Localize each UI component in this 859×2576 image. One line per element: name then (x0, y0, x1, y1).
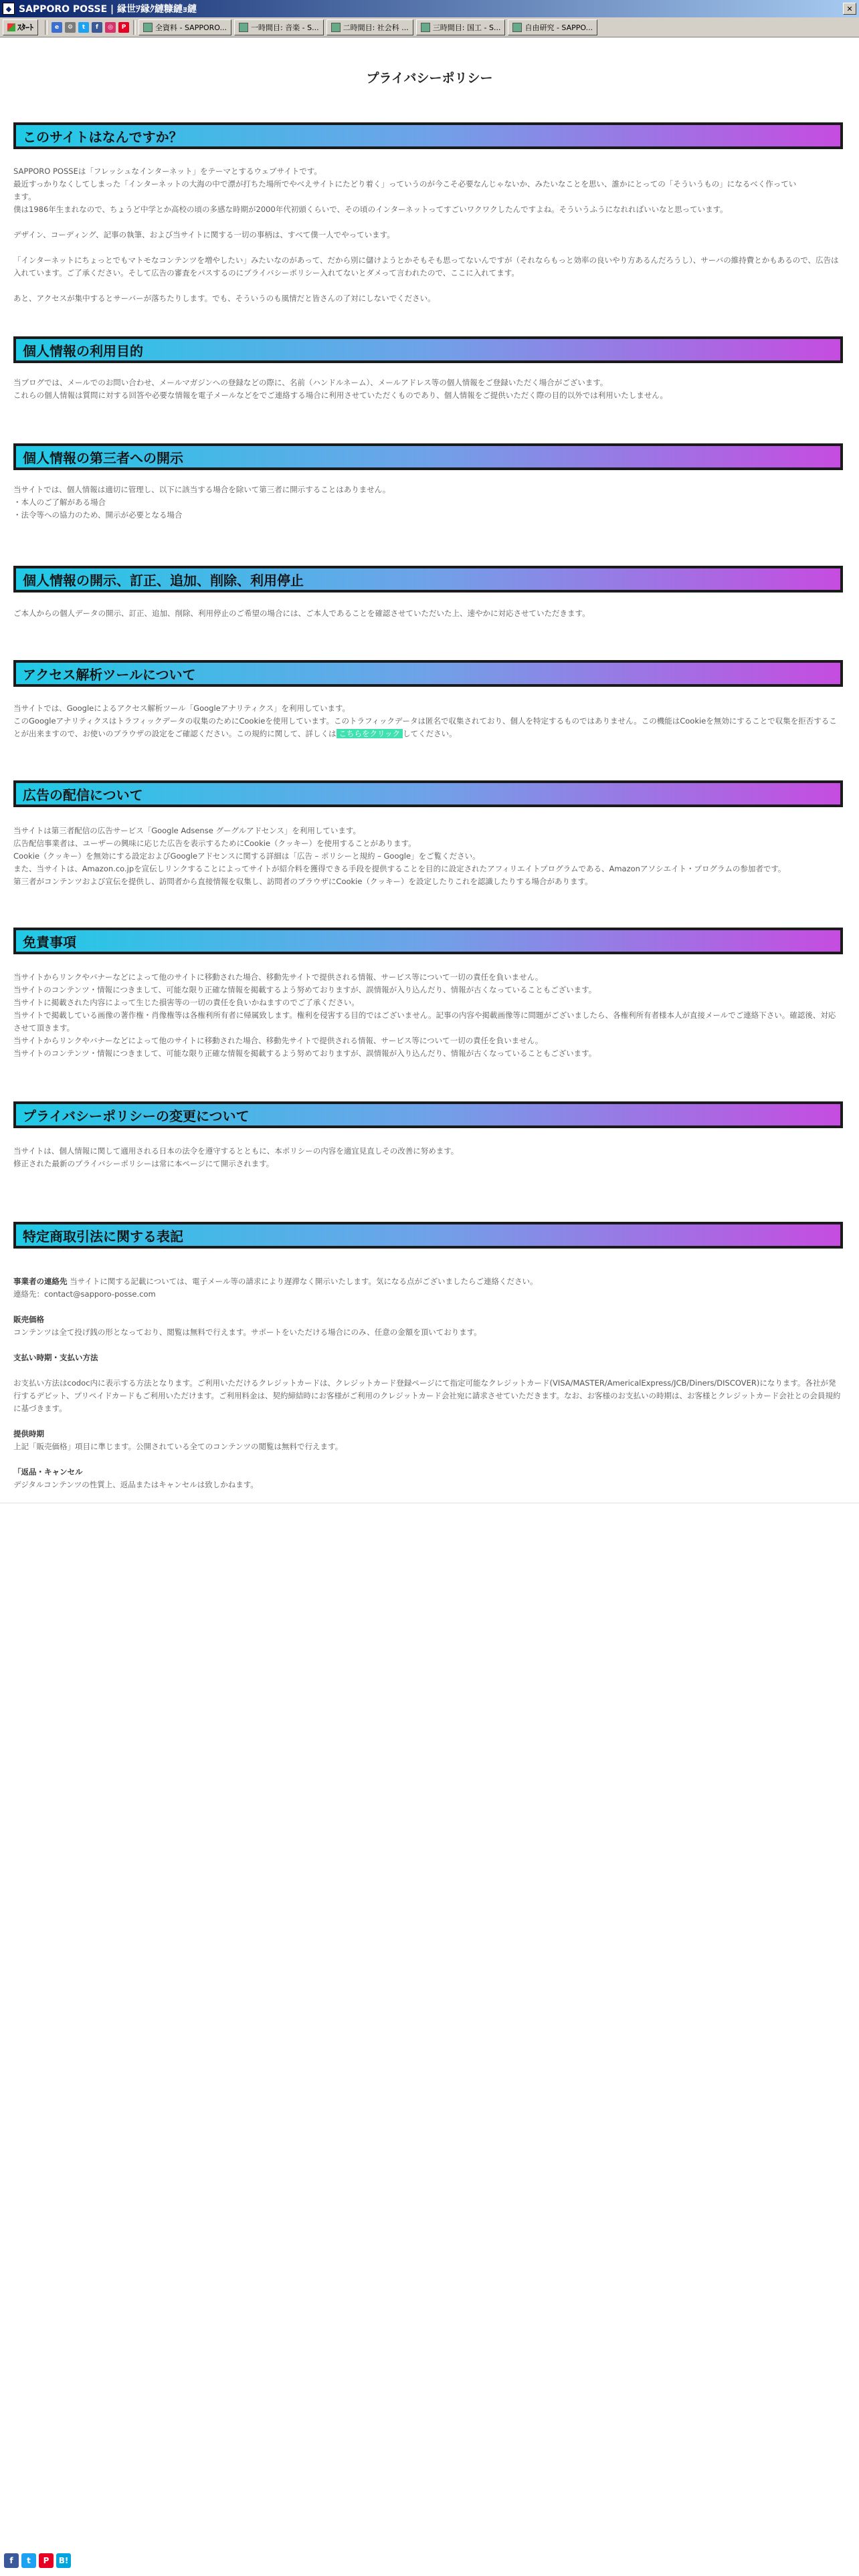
twitter-share-button[interactable] (21, 2553, 36, 2568)
heading-analytics (13, 660, 843, 687)
window-icon (512, 23, 522, 32)
taskbar-separator (133, 20, 136, 35)
start-button[interactable] (3, 19, 38, 35)
start-label: ｽﾀｰﾄ (17, 23, 34, 32)
task-button-research[interactable]: 自由研究 - SAPPO... (508, 19, 597, 35)
heading-personal-info (13, 336, 843, 363)
app-icon: ◆ (3, 3, 15, 15)
third-party-text: 当サイトでは、個人情報は適切に管理し、以下に該当する場合を除いて第三者に開示することはありません。 ・本人のご了解がある場合 ・法令等への協力のため、開示が必要となる場合 (13, 485, 391, 520)
hatena-icon: B! (58, 2556, 69, 2565)
delivery-label: 提供時期 (13, 1429, 44, 1438)
close-icon: ✕ (846, 4, 853, 13)
heading-text: 免責事項 (23, 934, 76, 950)
share-buttons (4, 2553, 71, 2568)
window-title: SAPPORO POSSE | 縁世ｦ縁ｸ縺糠縺ｮ縺 (19, 4, 197, 15)
instagram-icon[interactable]: ◎ (105, 22, 116, 33)
heading-ads (13, 780, 843, 807)
commerce-text: 事業者の連絡先 当サイトに関する記載については、電子メール等の請求により遅滞なく開示いたします。気になる点がございましたらご連絡ください。 連絡先：contact@sapporo-posse.com 販売価格 コンテンツは全て投げ銭の形となっており、閲覧は無料で行えます。サポートをいただける場合にのみ、任意の金額を頂いております。 支払い時期・支払い方法 お支払い方法はcodoc内に表示する方法となります。ご利用いただけるクレジットカードは、クレジットカード登録ページにて指定可能なクレジットカード(VISA/MASTER/AmericalExpress/JCB/Diners/DISCOVER)になります。各社が発行するデビット、プリペイドカードもご利用いただけます。ご利用料金は、契約締結時にお客様がご利用のクレジットカード会社宛に請求させていただきます。なお、お客様のお支払いの時期は、お客様とクレジットカード会社との会員規約に基づきます。 提供時期 上記「販売価格」項目に準じます。公開されている全てのコンテンツの閲覧は無料で行えます。 「返品・キャンセル デジタルコンテンツの性質上、返品またはキャンセルは致しかねます。 (13, 1275, 843, 1491)
window-icon (331, 23, 341, 32)
heading-text: 個人情報の利用目的 (23, 342, 143, 359)
return-label: 「返品・キャンセル (13, 1467, 83, 1477)
heading-text: 個人情報の開示、訂正、追加、削除、利用停止 (23, 572, 304, 588)
heading-text: 特定商取引法に関する表記 (23, 1228, 183, 1245)
contact-email: 連絡先：contact@sapporo-posse.com (13, 1289, 156, 1299)
pinterest-icon[interactable]: P (118, 22, 129, 33)
task-button-music[interactable]: 一時間目: 音楽 - S... (234, 19, 324, 35)
heading-text: アクセス解析ツールについて (23, 666, 196, 683)
heading-about (13, 122, 843, 149)
heading-disclosure (13, 566, 843, 593)
page-title: プライバシーポリシー (366, 71, 493, 86)
facebook-icon[interactable]: f (92, 22, 102, 33)
hatena-share-button[interactable] (56, 2553, 71, 2568)
analytics-policy-link[interactable]: こちらをクリック (337, 729, 403, 738)
twitter-icon: t (27, 2556, 31, 2565)
task-button-craft[interactable]: 三時間目: 国工 - S... (416, 19, 506, 35)
payment-label: 支払い時期・支払い方法 (13, 1353, 98, 1362)
window-title-bar (0, 0, 859, 17)
browser-icon[interactable]: e (52, 22, 62, 33)
disclaimer-text: 当サイトからリンクやバナーなどによって他のサイトに移動された場合、移動先サイトで提供される情報、サービス等について一切の責任を負いません。 当サイトのコンテンツ・情報につきまして、可能な限り正確な情報を掲載するよう努めておりますが、誤情報が入り込んだり、情報が古くなっていることもございます。 当サイトに掲載された内容によって生じた損害等の一切の責任を負いかねますのでご了承ください。 当サイトで掲載している画像の著作権・肖像権等は各権利所有者に帰属致します。権利を侵害する目的ではございません。記事の内容や掲載画像等に問題がございましたら、各権利所有者様本人が直接メールでご連絡下さい。確認後、対応させて頂きます。 当サイトからリンクやバナーなどによって他のサイトに移動された場合、移動先サイトで提供される情報、サービス等について一切の責任を負いません。 当サイトのコンテンツ・情報につきまして、可能な限り正確な情報を掲載するよう努めておりますが、誤情報が入り込んだり、情報が古くなっていることもございます。 (13, 972, 836, 1058)
settings-icon[interactable]: ⚙ (65, 22, 76, 33)
about-text: SAPPORO POSSEは「フレッシュなインターネット」をテーマとするウェブサイトです。 最近すっかりなくしてしまった「インターネットの大海の中で漂が打ちた場所でやべえサイトにたどり着く」っていうのが今こそ必要なんじゃないか、みたいなことを思い、誰かにとっての「そういうもの」になるべく作ってい ます。 僕は1986年生まれなので、ちょうど中学とか高校の頃の多感な時期が2000年代初頭くらいで、その頃のインターネットってすごいワクワクしたんですよね。そういうふうになれればいいなと思っています。 デザイン、コーディング、記事の執筆、および当サイトに関する一切の事柄は、すべて僕一人でやっています。 「インターネットにちょっとでもマトモなコンテンツを増やしたい」みたいなのがあって、だから別に儲けようとかそもそも思ってないんですが（それならもっと効率の良いやり方あるんだろうし）、サーバの維持費とかもあるので、広告は入れています。ご了承ください。そして広告の審査をパスするのにプライバシーポリシー入れてないとダメって言われたので、ここに入れてます。 あと、アクセスが集中するとサーバーが落ちたりします。でも、そういうのも風情だと皆さんの了対にしないでください。 (13, 167, 839, 303)
taskbar (0, 17, 859, 37)
window-icon (239, 23, 248, 32)
heading-third-party (13, 443, 843, 470)
twitter-icon[interactable]: t (78, 22, 89, 33)
analytics-text: 当サイトでは、Googleによるアクセス解析ツール「Googleアナリティクス」を利用しています。 このGoogleアナリティクスはトラフィックデータの収集のためにCookieを使用しています。このトラフィックデータは匿名で収集されており、個人を特定するものではありません。この機能はCookieを無効にすることで収集を拒否することが出来ますので、お使いのブラウザの設定をご確認ください。この規約に関して、詳しくは こちらをクリック してください。 (13, 704, 837, 738)
windows-flag-icon (7, 23, 15, 31)
pinterest-share-button[interactable] (39, 2553, 54, 2568)
heading-text: 個人情報の第三者への開示 (23, 449, 183, 466)
heading-commerce-law (13, 1222, 843, 1249)
window-icon (143, 23, 153, 32)
task-button-all[interactable]: 全資料 - SAPPORO... (138, 19, 231, 35)
heading-text: プライバシーポリシーの変更について (23, 1107, 250, 1124)
pinterest-icon: P (43, 2556, 50, 2565)
disclosure-text: ご本人からの個人データの開示、訂正、追加、削除、利用停止のご希望の場合には、ご本人であることを確認させていただいた上、速やかに対応させていただきます。 (13, 609, 590, 618)
heading-text: 広告の配信について (23, 786, 143, 803)
taskbar-separator (45, 20, 47, 35)
facebook-share-button[interactable] (4, 2553, 19, 2568)
heading-policy-changes (13, 1101, 843, 1128)
contact-label: 事業者の連絡先 (13, 1277, 68, 1286)
ads-text: 当サイトは第三者配信の広告サービス「Google Adsense グーグルアドセンス」を利用しています。 広告配信事業者は、ユーザーの興味に応じた広告を表示するためにCookie（クッキー）を使用することがあります。 Cookie（クッキー）を無効にする設定およびGoogleアドセンスに関する詳細は「広告 – ポリシーと規約 – Google」をご覧ください。 また、当サイトは、Amazon.co.jpを宣伝しリンクすることによってサイトが紹介料を獲得できる手段を提供することを目的に設定されたアフィリエイトプログラムである、Amazonアソシエイト・プログラムの参加者です。 第三者がコンテンツおよび宣伝を提供し、訪問者から直接情報を収集し、訪問者のブラウザにCookie（クッキー）を設定したりこれを認識したりする場合があります。 (13, 826, 786, 886)
window-icon (421, 23, 430, 32)
heading-text: このサイトはなんですか？ (23, 128, 183, 145)
task-button-social[interactable]: 二時間目: 社会科 ... (326, 19, 413, 35)
close-button[interactable] (843, 3, 856, 15)
personal-info-text: 当ブログでは、メールでのお問い合わせ、メールマガジンへの登録などの際に、名前（ハンドルネーム）、メールアドレス等の個人情報をご登録いただく場合がございます。 これらの個人情報は質問に対する回答や必要な情報を電子メールなどをでご連絡する場合に利用させていただくものであり、個人情報をご提供いただく際の目的以外では利用いたしません。 (13, 378, 668, 400)
facebook-icon: f (9, 2556, 13, 2565)
price-label: 販売価格 (13, 1315, 44, 1324)
heading-disclaimer (13, 928, 843, 954)
policy-changes-text: 当サイトは、個人情報に関して適用される日本の法令を遵守するとともに、本ポリシーの内容を適宜見直しその改善に努めます。 修正された最新のプライバシーポリシーは常に本ページにて開示されます。 (13, 1146, 459, 1168)
